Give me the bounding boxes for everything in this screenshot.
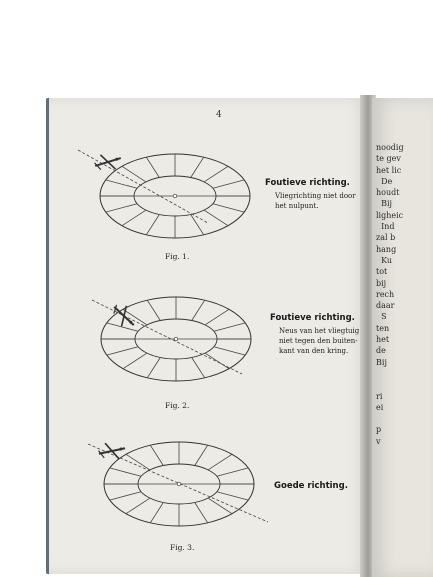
right-page-line: zal b (376, 233, 396, 243)
compass-spoke (110, 468, 141, 476)
compass-spoke (147, 358, 160, 378)
right-page-line: S (376, 312, 387, 322)
right-page-line: Bij (376, 357, 387, 367)
compass-spoke (205, 309, 229, 325)
right-page-line: Ku (376, 255, 393, 265)
right-page-line: daar (376, 301, 395, 311)
figure-1-title: Foutieve richting. (265, 178, 350, 188)
figure-1-diagram (78, 147, 250, 238)
right-page-line: houdt (376, 188, 400, 198)
compass-spoke (126, 498, 150, 514)
compass-spoke (146, 157, 159, 177)
compass-spoke (110, 492, 141, 500)
compass-spoke (147, 300, 160, 320)
figure-2-diagram (92, 297, 251, 381)
page-number: 4 (216, 110, 222, 120)
figure-3-label: Fig. 3. (170, 543, 195, 552)
airplane-icon (96, 436, 128, 465)
right-page-line: ei (376, 402, 384, 412)
figure-2-title: Foutieve richting. (270, 313, 355, 323)
compass-spoke (195, 445, 208, 465)
compass-spoke (192, 300, 205, 320)
right-page-line: te gev (376, 154, 401, 164)
compass-spoke (107, 347, 138, 355)
compass-spoke (204, 166, 228, 182)
right-page-line: bij (376, 278, 387, 288)
compass-spoke (217, 492, 248, 500)
right-page-line (376, 413, 433, 424)
compass-spoke (191, 157, 204, 177)
right-page-line: tot (376, 267, 388, 277)
right-page-line: v (376, 436, 381, 446)
compass-spoke (214, 347, 245, 355)
compass-spoke (106, 180, 137, 188)
right-page-line: hang (376, 244, 397, 254)
right-page-line: het (376, 335, 390, 345)
compass-spoke (122, 166, 146, 182)
right-page-line: ten (376, 323, 390, 333)
figure-1-description: Vliegrichting niet door het nulpunt. (275, 192, 356, 210)
right-page-text (376, 142, 433, 447)
compass-spoke (146, 215, 159, 235)
right-page-line: noodig (376, 143, 404, 152)
compass-spoke (208, 454, 232, 470)
right-page-line: p (376, 425, 382, 435)
compass-spoke (192, 358, 205, 378)
compass-spoke (122, 210, 146, 226)
right-page-line: ligheic (376, 210, 404, 220)
right-page-line: het lic (376, 165, 402, 175)
right-page-line: Bij (376, 199, 393, 209)
compass-spoke (217, 468, 248, 476)
right-page-line (376, 368, 433, 379)
airplane-icon (92, 147, 125, 177)
compass-spoke (195, 503, 208, 523)
compass-spoke (208, 498, 232, 514)
right-page-line (376, 379, 433, 390)
compass-spoke (106, 204, 137, 212)
compass-spoke (123, 353, 147, 369)
compass-spoke (205, 353, 229, 369)
compass-spoke (213, 204, 244, 212)
figure-2-description: Neus van het vliegtuig niet tegen den buiten- kant van den kring. (279, 327, 360, 355)
figure-3-diagram (88, 436, 268, 526)
right-page-line: Ind (376, 222, 395, 232)
compass-spoke (150, 503, 163, 523)
compass-spoke (191, 215, 204, 235)
right-page-line: de (376, 346, 386, 356)
right-page-line: rech (376, 289, 395, 299)
right-page-line: ri (376, 391, 383, 401)
compass-spoke (204, 210, 228, 226)
figure-3-title: Goede richting. (274, 481, 348, 491)
compass-spoke (150, 445, 163, 465)
compass-spoke (214, 323, 245, 331)
compass-spoke (213, 180, 244, 188)
figure-1-label: Fig. 1. (165, 252, 190, 261)
figure-2-label: Fig. 2. (165, 401, 190, 410)
right-page-line: De (376, 176, 393, 186)
